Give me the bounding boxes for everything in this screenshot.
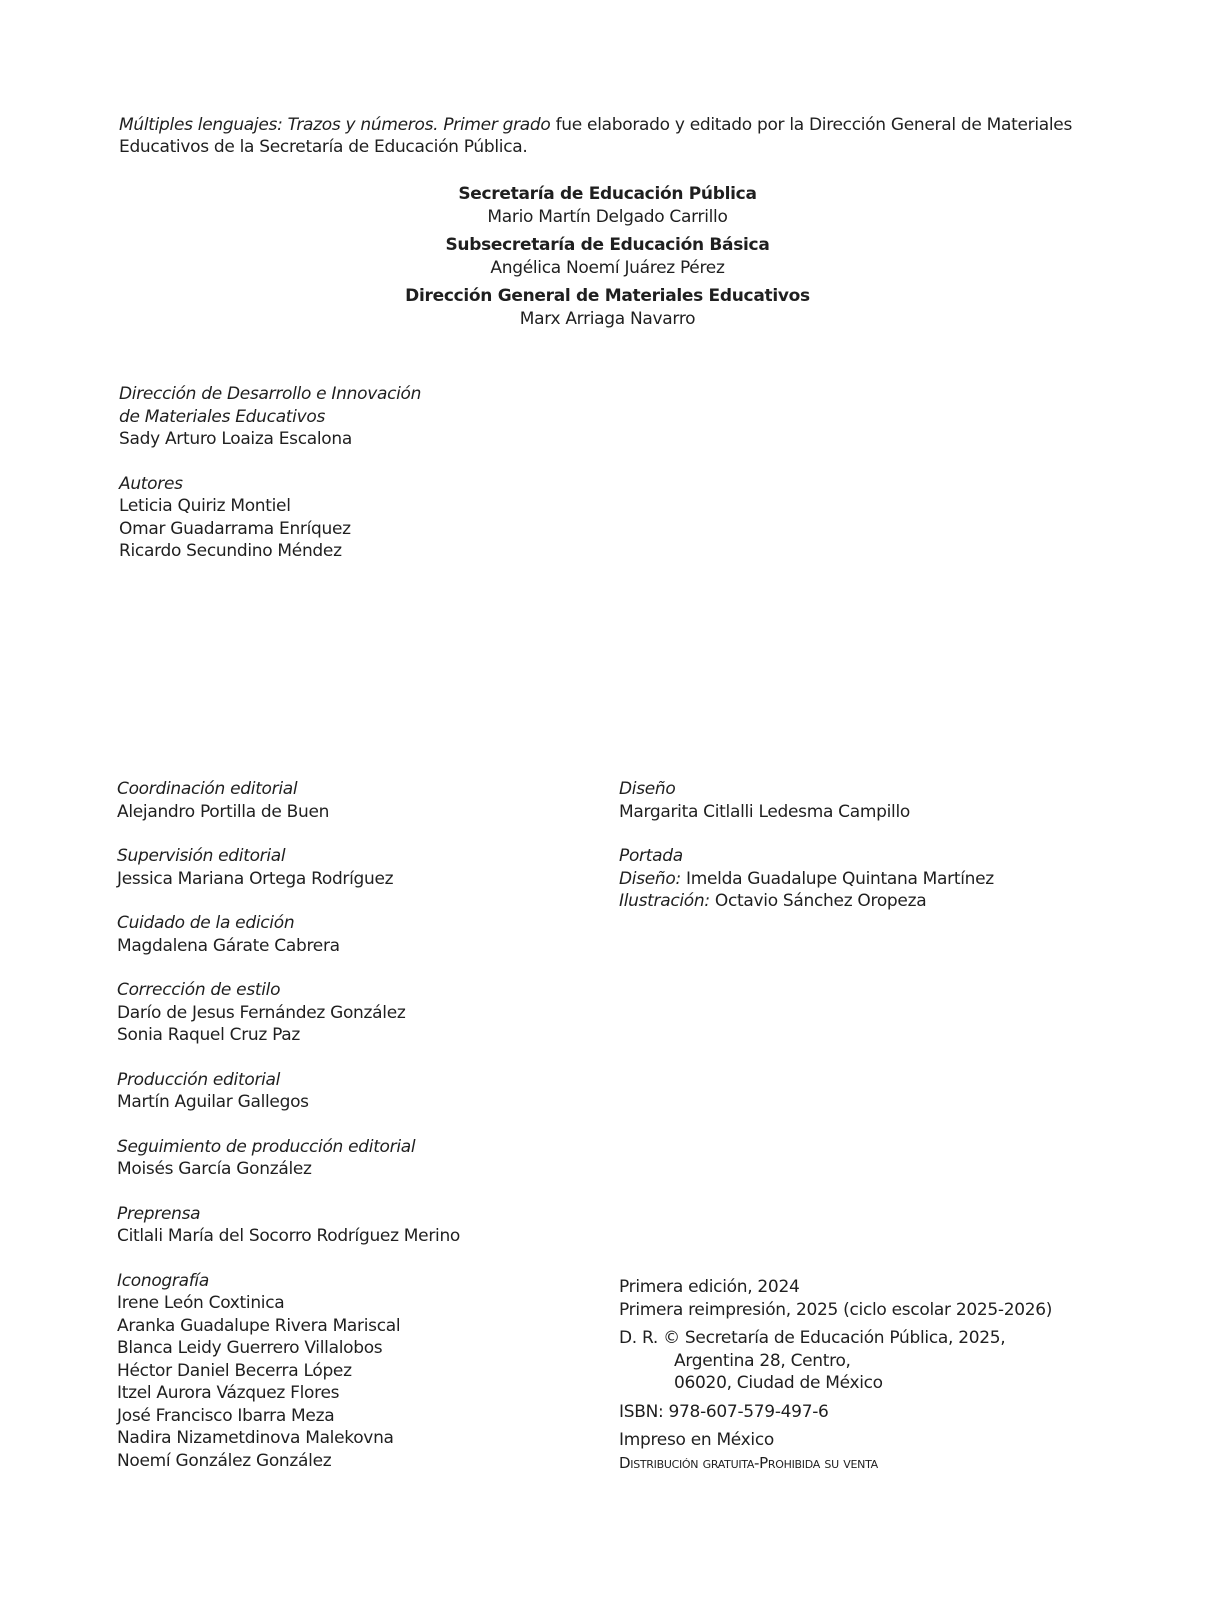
cover-design-name: Imelda Guadalupe Quintana Martínez	[680, 868, 994, 889]
officials-block	[0, 183, 1215, 336]
credit-role: Diseño	[619, 779, 676, 799]
first-edition: Primera edición, 2024	[619, 1277, 800, 1297]
cover-design-label: Diseño:	[619, 868, 681, 889]
credit-name: Sonia Raquel Cruz Paz	[117, 1025, 301, 1045]
official-dgme	[0, 285, 1215, 330]
credit-role: Iconografía	[117, 1270, 209, 1291]
credit-group-diseno	[619, 778, 1179, 823]
credit-name: Irene León Coxtinica	[117, 1293, 285, 1313]
credit-name: Aranka Guadalupe Rivera Mariscal	[117, 1315, 401, 1336]
credit-group-portada	[619, 845, 1179, 913]
distribution-notice: Distribución gratuita-Prohibida su venta	[619, 1453, 878, 1472]
first-reprint: Primera reimpresión, 2025 (ciclo escolar 2025-2026)	[619, 1299, 1053, 1320]
credit-name: José Francisco Ibarra Meza	[117, 1405, 335, 1426]
credit-role: de Materiales Educativos	[119, 406, 326, 427]
left-credits-column	[117, 778, 597, 1494]
official-org: Subsecretaría de Educación Básica	[445, 235, 770, 255]
official-sep	[0, 183, 1215, 228]
credit-name: Héctor Daniel Becerra López	[117, 1360, 352, 1381]
credit-role: Cuidado de la edición	[117, 913, 295, 933]
cover-illustration-label: Ilustración:	[619, 891, 710, 911]
cover-design-line	[619, 868, 1179, 891]
credit-group-produccion	[117, 1069, 597, 1114]
credit-name: Darío de Jesus Fernández González	[117, 1002, 406, 1023]
official-org: Secretaría de Educación Pública	[458, 184, 757, 204]
right-credits-column	[619, 778, 1179, 935]
credit-role: Supervisión editorial	[117, 846, 286, 866]
copyright-line: D. R. © Secretaría de Educación Pública, 2025,	[619, 1328, 1006, 1348]
credit-name: Magdalena Gárate Cabrera	[117, 935, 340, 956]
credit-name: Margarita Citlalli Ledesma Campillo	[619, 801, 910, 822]
credit-group-coordinacion	[117, 778, 597, 823]
credit-role: Coordinación editorial	[117, 779, 298, 799]
credit-group-cuidado	[117, 912, 597, 957]
cover-illustration-line	[619, 890, 1179, 913]
credit-group-iconografia	[117, 1270, 597, 1473]
book-title: Múltiples lenguajes: Trazos y números. Primer grado	[119, 115, 551, 135]
credit-role: Dirección de Desarrollo e Innovación	[119, 384, 422, 404]
credit-role: Autores	[119, 473, 183, 494]
credit-name: Citlali María del Socorro Rodríguez Merino	[117, 1226, 461, 1246]
official-person: Marx Arriaga Navarro	[519, 309, 696, 329]
credit-group-preprensa	[117, 1203, 597, 1248]
upper-credits	[119, 383, 599, 585]
edition-info	[619, 1276, 1179, 1474]
credit-role: Preprensa	[117, 1203, 201, 1224]
cover-illustration-name: Octavio Sánchez Oropeza	[709, 891, 927, 911]
credit-group-direccion-desarrollo	[119, 383, 599, 451]
official-seb	[0, 234, 1215, 279]
credit-name: Nadira Nizametdinova Malekovna	[117, 1428, 394, 1448]
credit-name: Omar Guadarrama Enríquez	[119, 518, 351, 539]
credit-role: Portada	[619, 846, 683, 866]
credit-group-supervision	[117, 845, 597, 890]
credit-name: Ricardo Secundino Méndez	[119, 541, 342, 561]
credit-role: Seguimiento de producción editorial	[117, 1136, 416, 1157]
credit-name: Moisés García González	[117, 1159, 312, 1179]
credit-name: Blanca Leidy Guerrero Villalobos	[117, 1338, 383, 1358]
credit-name: Jessica Mariana Ortega Rodríguez	[117, 868, 394, 889]
credit-name: Leticia Quiriz Montiel	[119, 496, 291, 516]
credit-role: Corrección de estilo	[117, 980, 281, 1000]
credit-group-autores	[119, 473, 599, 563]
credit-group-correccion	[117, 979, 597, 1047]
credit-name: Alejandro Portilla de Buen	[117, 801, 330, 822]
credit-role: Producción editorial	[117, 1069, 281, 1090]
address-line-1: Argentina 28, Centro,	[674, 1350, 851, 1371]
intro-paragraph	[119, 114, 1099, 158]
printed-in: Impreso en México	[619, 1430, 774, 1450]
credit-name: Noemí González González	[117, 1450, 332, 1471]
address-line-2: 06020, Ciudad de México	[674, 1373, 883, 1393]
intro-text: fue elaborado y editado por la Dirección General de Materiales Educativos de la Secretaría de Educación Pública.	[119, 115, 1072, 157]
official-org: Dirección General de Materiales Educativos	[405, 286, 810, 306]
isbn: ISBN: 978-607-579-497-6	[619, 1401, 829, 1422]
credit-name: Martín Aguilar Gallegos	[117, 1092, 309, 1112]
credit-name: Itzel Aurora Vázquez Flores	[117, 1383, 340, 1403]
official-person: Angélica Noemí Juárez Pérez	[490, 258, 725, 278]
official-person: Mario Martín Delgado Carrillo	[487, 207, 728, 227]
credit-name: Sady Arturo Loaiza Escalona	[119, 429, 352, 449]
credit-group-seguimiento	[117, 1136, 597, 1181]
